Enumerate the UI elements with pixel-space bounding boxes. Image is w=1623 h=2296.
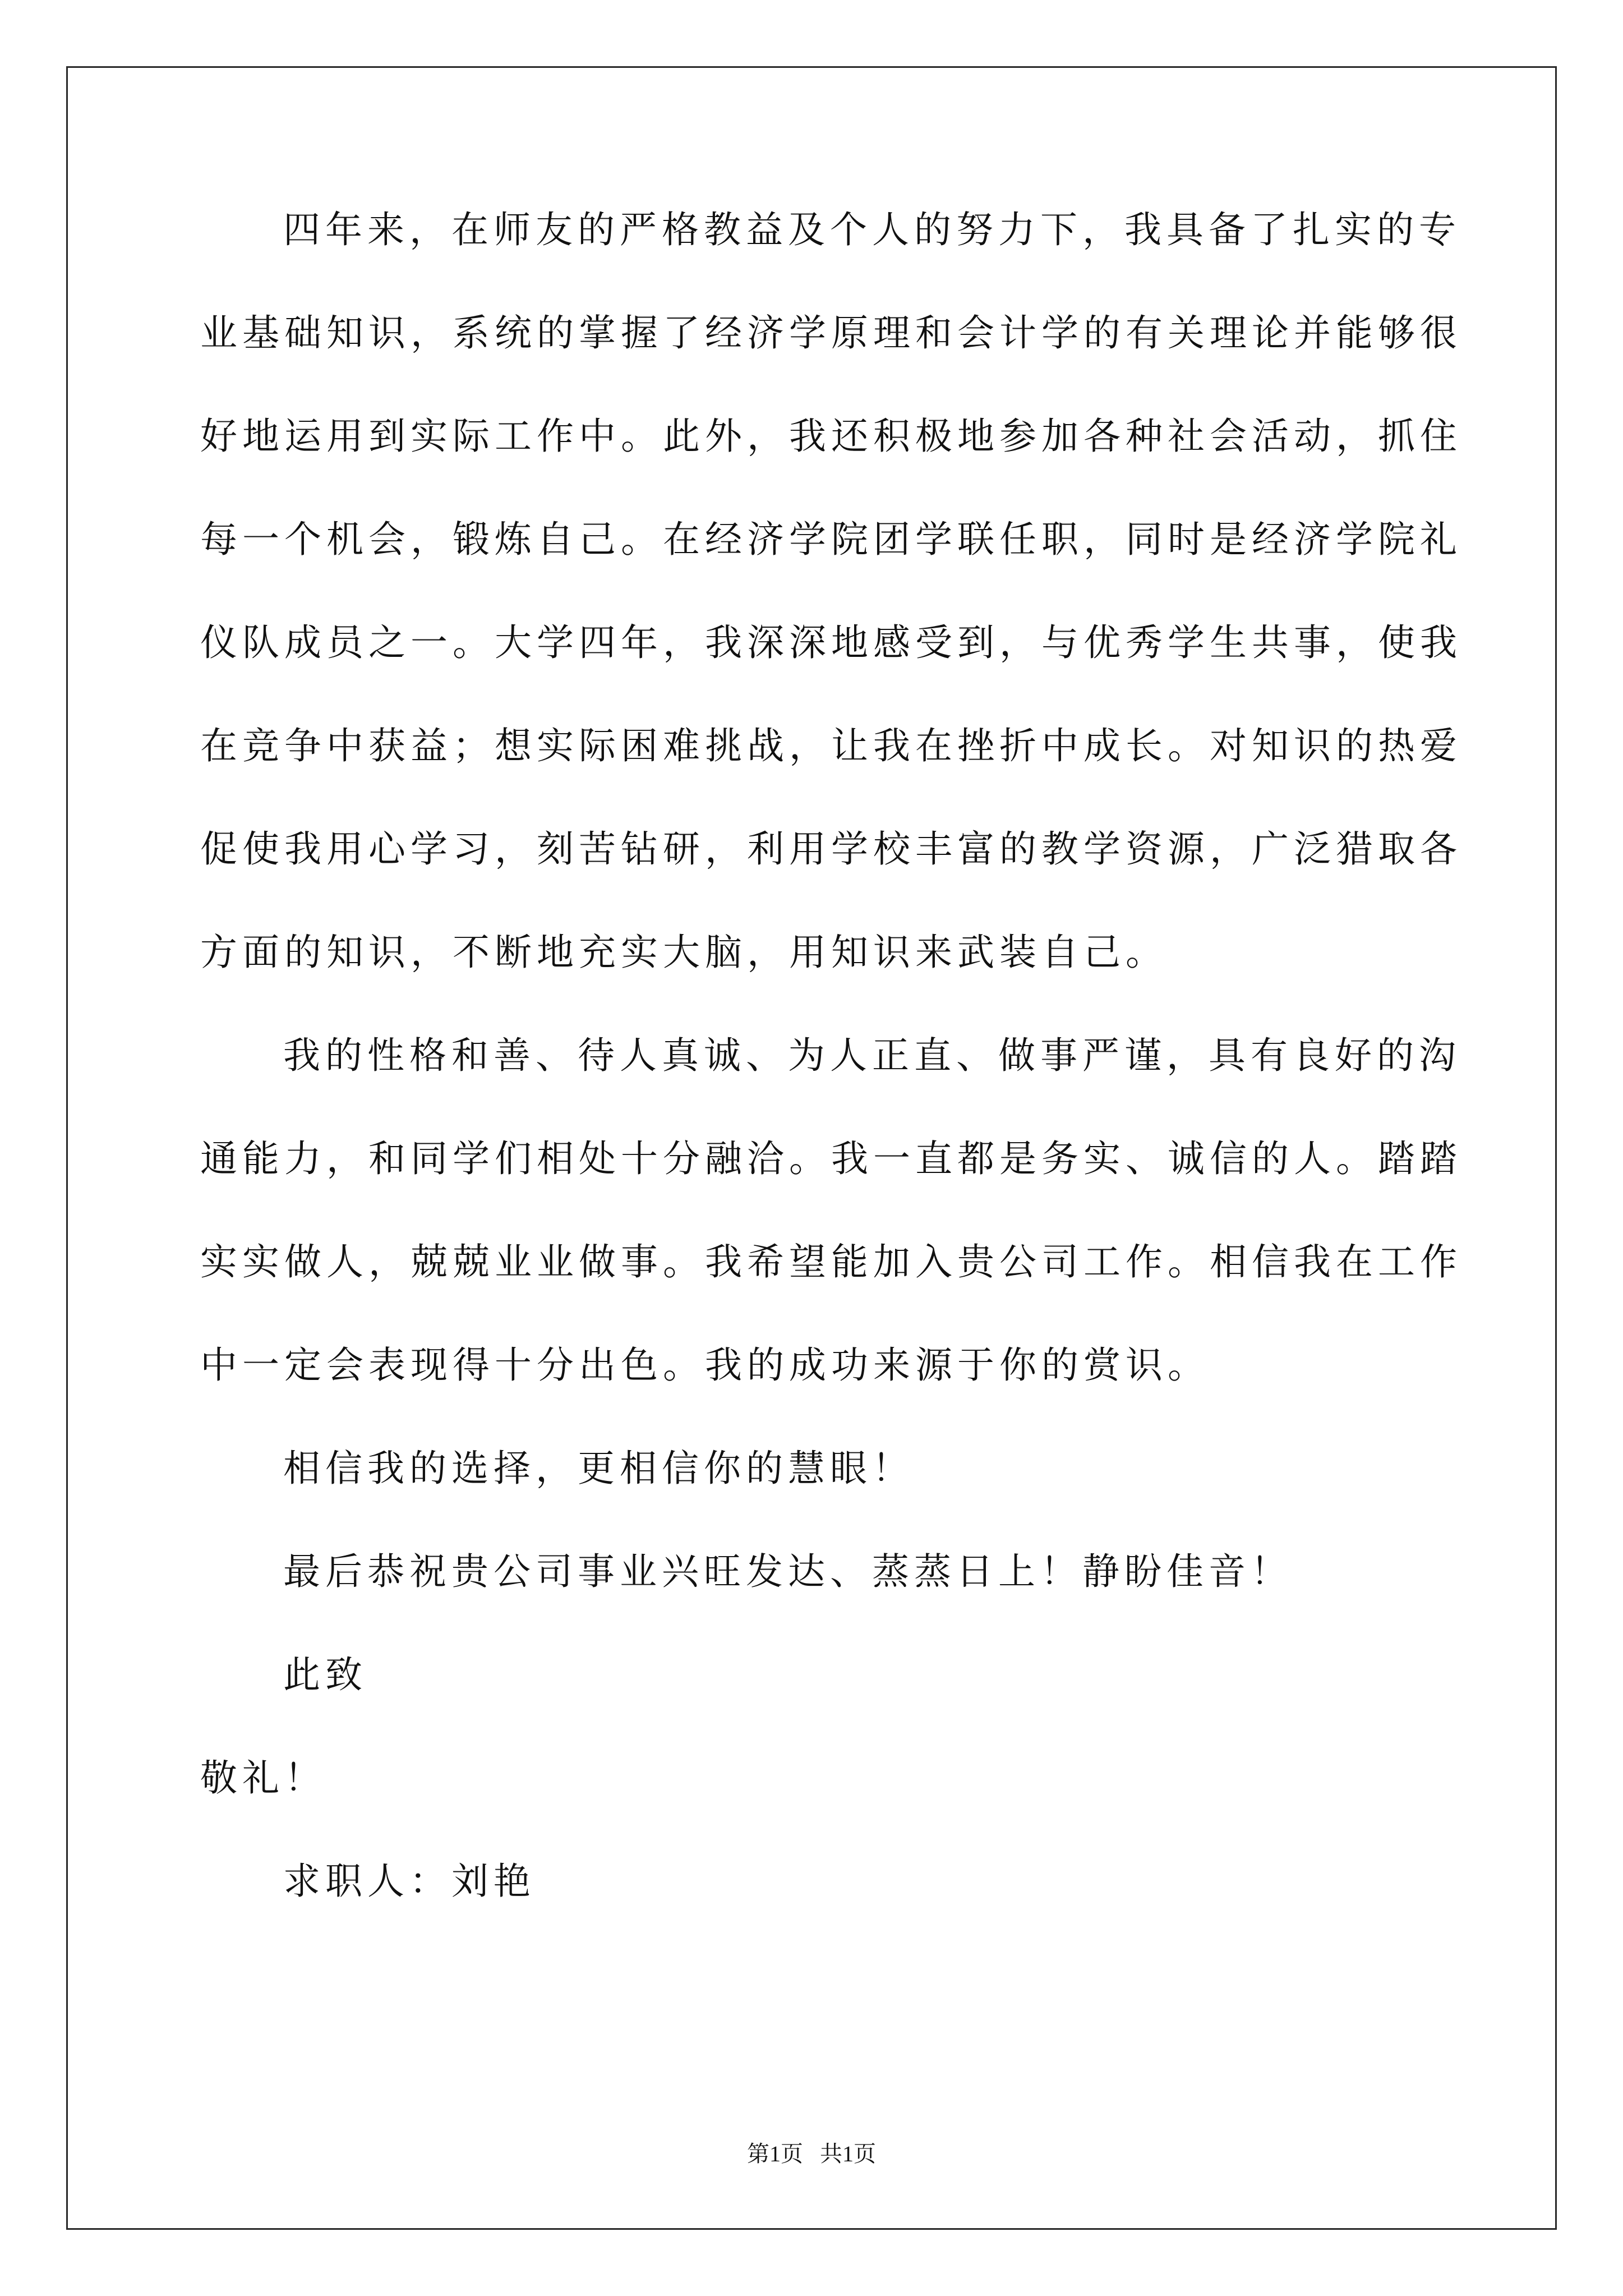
salutation: 敬礼！ xyxy=(200,1756,326,1800)
paragraph-2-line-1: 我的性格和善、待人真诚、为人正直、做事严谨，具有良好的沟 xyxy=(283,1034,1461,1077)
paragraph-1-line-3: 好地运用到实际工作中。此外，我还积极地参加各种社会活动，抓住 xyxy=(200,415,1462,458)
closing: 此致 xyxy=(283,1653,367,1696)
paragraph-2-line-4: 中一定会表现得十分出色。我的成功来源于你的赏识。 xyxy=(200,1343,1210,1387)
paragraph-1-line-4: 每一个机会，锻炼自己。在经济学院团学联任职，同时是经济学院礼 xyxy=(200,518,1462,561)
paragraph-1-line-8: 方面的知识，不断地充实大脑，用知识来武装自己。 xyxy=(200,931,1168,974)
paragraph-1-line-6: 在竞争中获益；想实际困难挑战，让我在挫折中成长。对知识的热爱 xyxy=(200,724,1462,767)
signature: 求职人：刘艳 xyxy=(283,1860,536,1903)
paragraph-1-line-2: 业基础知识，系统的掌握了经济学原理和会计学的有关理论并能够很 xyxy=(200,311,1462,355)
paragraph-4: 最后恭祝贵公司事业兴旺发达、蒸蒸日上！静盼佳音！ xyxy=(283,1550,1293,1593)
paragraph-2-line-3: 实实做人，兢兢业业做事。我希望能加入贵公司工作。相信我在工作 xyxy=(200,1240,1462,1283)
paragraph-1-line-1: 四年来，在师友的严格教益及个人的努力下，我具备了扎实的专 xyxy=(283,208,1461,251)
page-footer: 第1页 共1页 xyxy=(747,2141,876,2166)
paragraph-3: 相信我的选择，更相信你的慧眼！ xyxy=(283,1447,914,1490)
paragraph-1-line-7: 促使我用心学习，刻苦钻研，利用学校丰富的教学资源，广泛猎取各 xyxy=(200,827,1462,871)
paragraph-2-line-2: 通能力，和同学们相处十分融洽。我一直都是务实、诚信的人。踏踏 xyxy=(200,1137,1462,1180)
paragraph-1-line-5: 仪队成员之一。大学四年，我深深地感受到，与优秀学生共事，使我 xyxy=(200,621,1462,664)
